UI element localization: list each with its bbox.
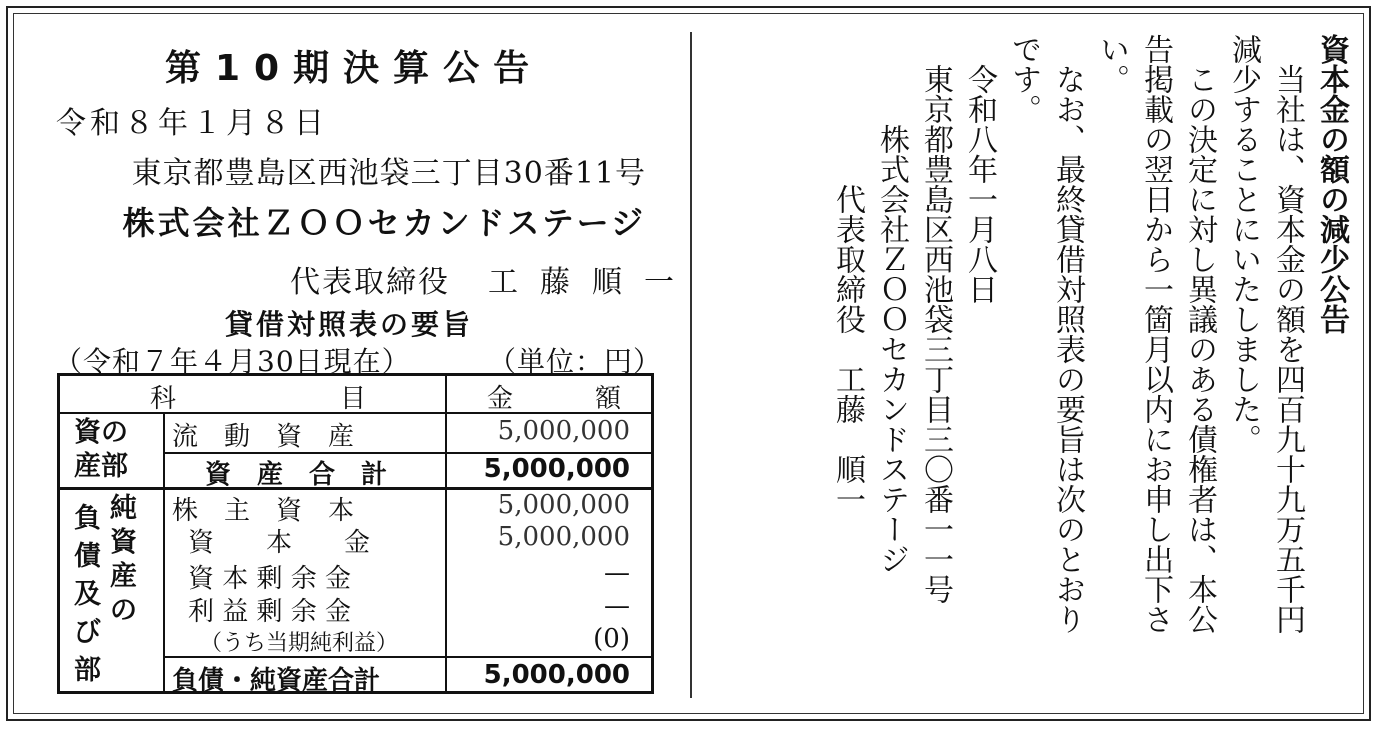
- liabilities-group-label: [74, 500, 108, 690]
- net-assets-group-text: 純資産の: [110, 493, 137, 626]
- group-column-line: [163, 412, 165, 691]
- assets-group-label: [74, 416, 146, 484]
- column-divider: [690, 32, 692, 698]
- company-address: 東京都豊島区西池袋三丁目30番11号: [131, 156, 646, 191]
- notice-line: い。: [1094, 34, 1129, 94]
- notice-representative-line: 代表取締役 工藤 順一: [830, 34, 865, 514]
- notice-line: なお、最終貸借対照表の要旨は次のとおり: [1050, 34, 1085, 634]
- balance-sheet-date: （令和７年４月30日現在）: [54, 345, 411, 378]
- settlement-date: 令和８年１月８日: [56, 106, 328, 141]
- liabilities-row-label: 資 本 金: [188, 528, 371, 558]
- notice-date-line: 令和八年一月八日: [962, 34, 997, 304]
- notice-line: この決定に対し異議のある債権者は、本公: [1182, 34, 1217, 634]
- assets-row-label: 流 動 資 産: [172, 422, 355, 452]
- assets-total-label: 資 産 合 計: [205, 460, 388, 490]
- liabilities-group-text: 負債及び部: [74, 503, 101, 686]
- balance-sheet-title: 貸借対照表の要旨: [225, 308, 474, 341]
- header-amount-left: 金: [487, 384, 514, 414]
- assets-row-amount: 5,000,000: [497, 416, 630, 446]
- notice-company-line: 株式会社ＺＯＯセカンドステージ: [874, 34, 909, 574]
- header-item-right: 目: [340, 384, 367, 414]
- settlement-title: 第10期決算公告: [165, 48, 544, 89]
- header-amount-right: 額: [595, 384, 622, 414]
- liabilities-row-label: 利 益 剰 余 金: [188, 597, 352, 627]
- notice-address-line: 東京都豊島区西池袋三丁目三〇番一一号: [918, 34, 953, 604]
- notice-line: です。: [1006, 34, 1041, 124]
- representative-title: 代表取締役: [290, 265, 450, 300]
- representative-name: 工藤順一: [488, 265, 696, 300]
- grand-total-label: 負債・純資産合計: [172, 666, 381, 696]
- liabilities-row-amount: —: [604, 558, 630, 588]
- balance-sheet-table: [57, 373, 654, 694]
- net-assets-group-label: [110, 492, 144, 628]
- liabilities-row-amount: (0): [593, 624, 630, 654]
- header-item-left: 科: [150, 384, 177, 414]
- liabilities-row-label: （うち当期純利益）: [200, 631, 399, 656]
- notice-line: 告掲載の翌日から一箇月以内にお申し出下さ: [1138, 34, 1173, 634]
- liabilities-row-amount: 5,000,000: [497, 490, 630, 520]
- notice-line: 減少することにいたしました。: [1226, 34, 1261, 454]
- liabilities-row-amount: —: [604, 591, 630, 621]
- balance-sheet-unit: （単位：円）: [488, 345, 663, 378]
- liabilities-row-amount: 5,000,000: [497, 522, 630, 552]
- assets-total-amount: 5,000,000: [483, 454, 630, 484]
- assets-group-text: 資の産部: [74, 417, 128, 482]
- notice-line: 当社は、資本金の額を四百九十九万五千円: [1270, 34, 1305, 634]
- liabilities-row-label: 資 本 剰 余 金: [188, 564, 352, 594]
- company-name: 株式会社ＺＯＯセカンドステージ: [122, 204, 646, 242]
- liabilities-row-label: 株 主 資 本: [172, 496, 355, 526]
- reduction-notice-title: 資本金の額の減少公告: [1314, 34, 1349, 334]
- grand-total-amount: 5,000,000: [483, 660, 630, 690]
- capital-reduction-notice: [825, 34, 1353, 694]
